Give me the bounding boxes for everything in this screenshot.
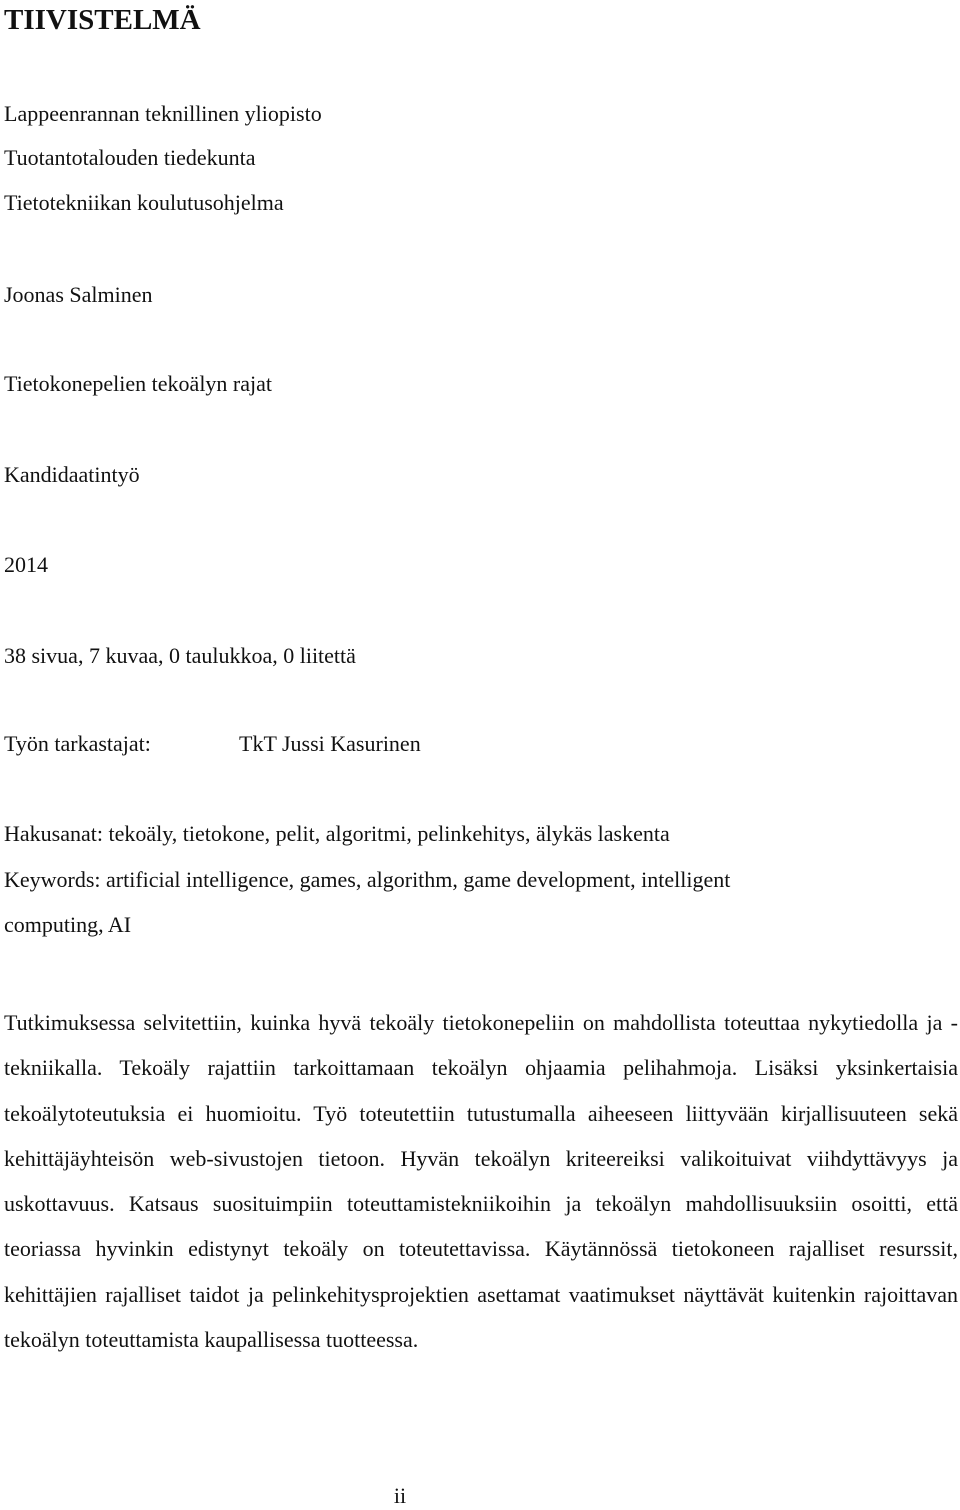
keywords-english-line2: computing, AI: [4, 912, 132, 937]
abstract-body: Tutkimuksessa selvitettiin, kuinka hyvä tekoäly tietokonepeliin on mahdollista toteuttaa nykytiedolla ja -tekniikalla. Tekoäly rajattiin tarkoittamaan tekoälyn ohjaamia pelihahmoja. Lisäksi yksinkertaisia tekoälytoteutuksia ei huomioitu. Työ toteutettiin tutustumalla aiheeseen liittyvään kirjallisuuteen sekä kehittäjäyhteisön web-sivustojen tietoon. Hyvän tekoälyn kriteereiksi valikoituivat viihdyttävyys ja uskottavuus. Katsaus suosituimpiin toteuttamistekniikoihin ja tekoälyn mahdollisuuksiin osoitti, että teoriassa hyvinkin edistynyt tekoäly on toteutettavissa. Käytännössä tietokoneen rajalliset resurssit, kehittäjien rajalliset taidot ja pelinkehitysprojektien asettamat vaatimukset näyttävät kuitenkin rajoittavan tekoälyn toteuttamista kaupallisessa tuotteessa.: [4, 1010, 958, 1353]
university-name: Lappeenrannan teknillinen yliopisto: [4, 101, 322, 126]
abstract-heading: TIIVISTELMÄ: [4, 4, 201, 36]
reviewers-label: Työn tarkastajat:: [4, 731, 151, 756]
thesis-year: 2014: [4, 552, 48, 577]
reviewers-value: TkT Jussi Kasurinen: [239, 731, 421, 756]
keywords-finnish: Hakusanat: tekoäly, tietokone, pelit, algoritmi, pelinkehitys, älykäs laskenta: [4, 821, 670, 846]
page-info: 38 sivua, 7 kuvaa, 0 taulukkoa, 0 liitettä: [4, 643, 356, 668]
faculty-name: Tuotantotalouden tiedekunta: [4, 145, 256, 170]
program-name: Tietotekniikan koulutusohjelma: [4, 190, 284, 215]
keywords-english-line1: Keywords: artificial intelligence, games, algorithm, game development, intelligent: [4, 867, 731, 892]
thesis-title: Tietokonepelien tekoälyn rajat: [4, 371, 273, 396]
author-name: Joonas Salminen: [4, 282, 153, 307]
thesis-type: Kandidaatintyö: [4, 462, 140, 487]
page-number: ii: [393, 1483, 407, 1508]
